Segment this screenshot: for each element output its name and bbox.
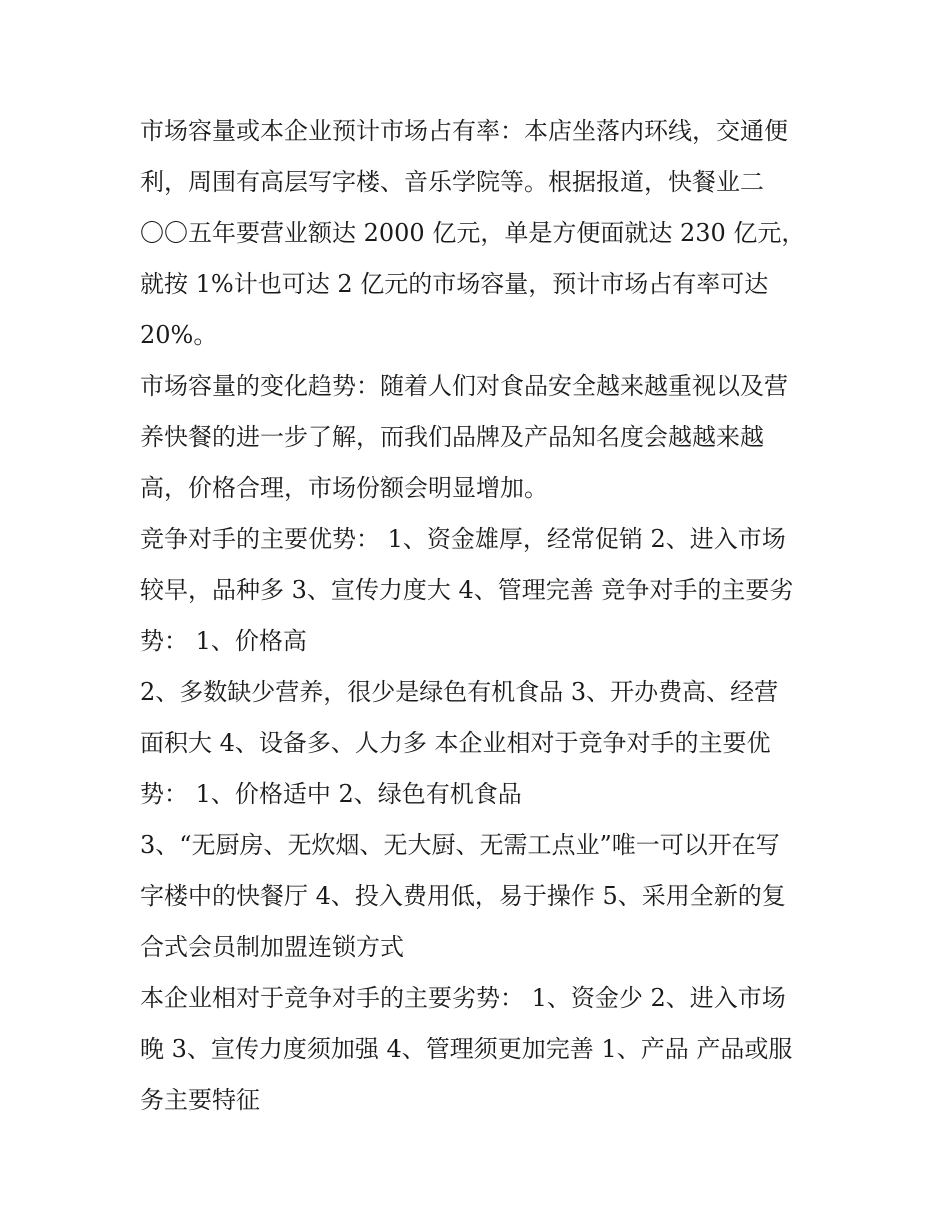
paragraph-own-strengths — [140, 820, 820, 973]
text-line: 势： 1、价格适中 2、绿色有机食品 — [140, 780, 522, 808]
text-line: 高，价格合理，市场份额会明显增加。 — [140, 474, 548, 502]
text-line: 20%。 — [140, 321, 218, 349]
text-line: 市场容量的变化趋势：随着人们对食品安全越来越重视以及营 — [140, 372, 788, 400]
text-line: 晚 3、宣传力度须加强 4、管理须更加完善 1、产品 产品或服 — [140, 1035, 793, 1063]
text-line: 竞争对手的主要优势： 1、资金雄厚，经常促销 2、进入市场 — [140, 525, 786, 553]
paragraph-competitor-strengths — [140, 514, 820, 667]
text-line: 本企业相对于竞争对手的主要劣势： 1、资金少 2、进入市场 — [140, 984, 786, 1012]
text-line: 2、多数缺少营养，很少是绿色有机食品 3、开办费高、经营 — [140, 678, 779, 706]
text-line: 较早，品种多 3、宣传力度大 4、管理完善 竞争对手的主要劣 — [140, 576, 794, 604]
text-line: 3、“无厨房、无炊烟、无大厨、无需工点业”唯一可以开在写 — [140, 831, 780, 859]
text-line: 势： 1、价格高 — [140, 627, 307, 655]
paragraph-competitor-weaknesses — [140, 667, 820, 820]
text-line: 就按 1%计也可达 2 亿元的市场容量，预计市场占有率可达 — [140, 270, 769, 298]
paragraph-own-weaknesses — [140, 973, 820, 1126]
text-line: 合式会员制加盟连锁方式 — [140, 933, 404, 961]
text-line: 利，周围有高层写字楼、音乐学院等。根据报道，快餐业二 — [140, 168, 764, 196]
text-line: 面积大 4、设备多、人力多 本企业相对于竞争对手的主要优 — [140, 729, 771, 757]
paragraph-market-capacity — [140, 106, 820, 361]
text-line: 养快餐的进一步了解，而我们品牌及产品知名度会越越来越 — [140, 423, 764, 451]
text-line: 〇〇五年要营业额达 2000 亿元，单是方便面就达 230 亿元， — [140, 219, 806, 247]
text-line: 务主要特征 — [140, 1086, 260, 1114]
document-body — [140, 106, 820, 1126]
text-line: 字楼中的快餐厅 4、投入费用低，易于操作 5、采用全新的复 — [140, 882, 786, 910]
paragraph-capacity-trend — [140, 361, 820, 514]
text-line: 市场容量或本企业预计市场占有率：本店坐落内环线，交通便 — [140, 117, 788, 145]
